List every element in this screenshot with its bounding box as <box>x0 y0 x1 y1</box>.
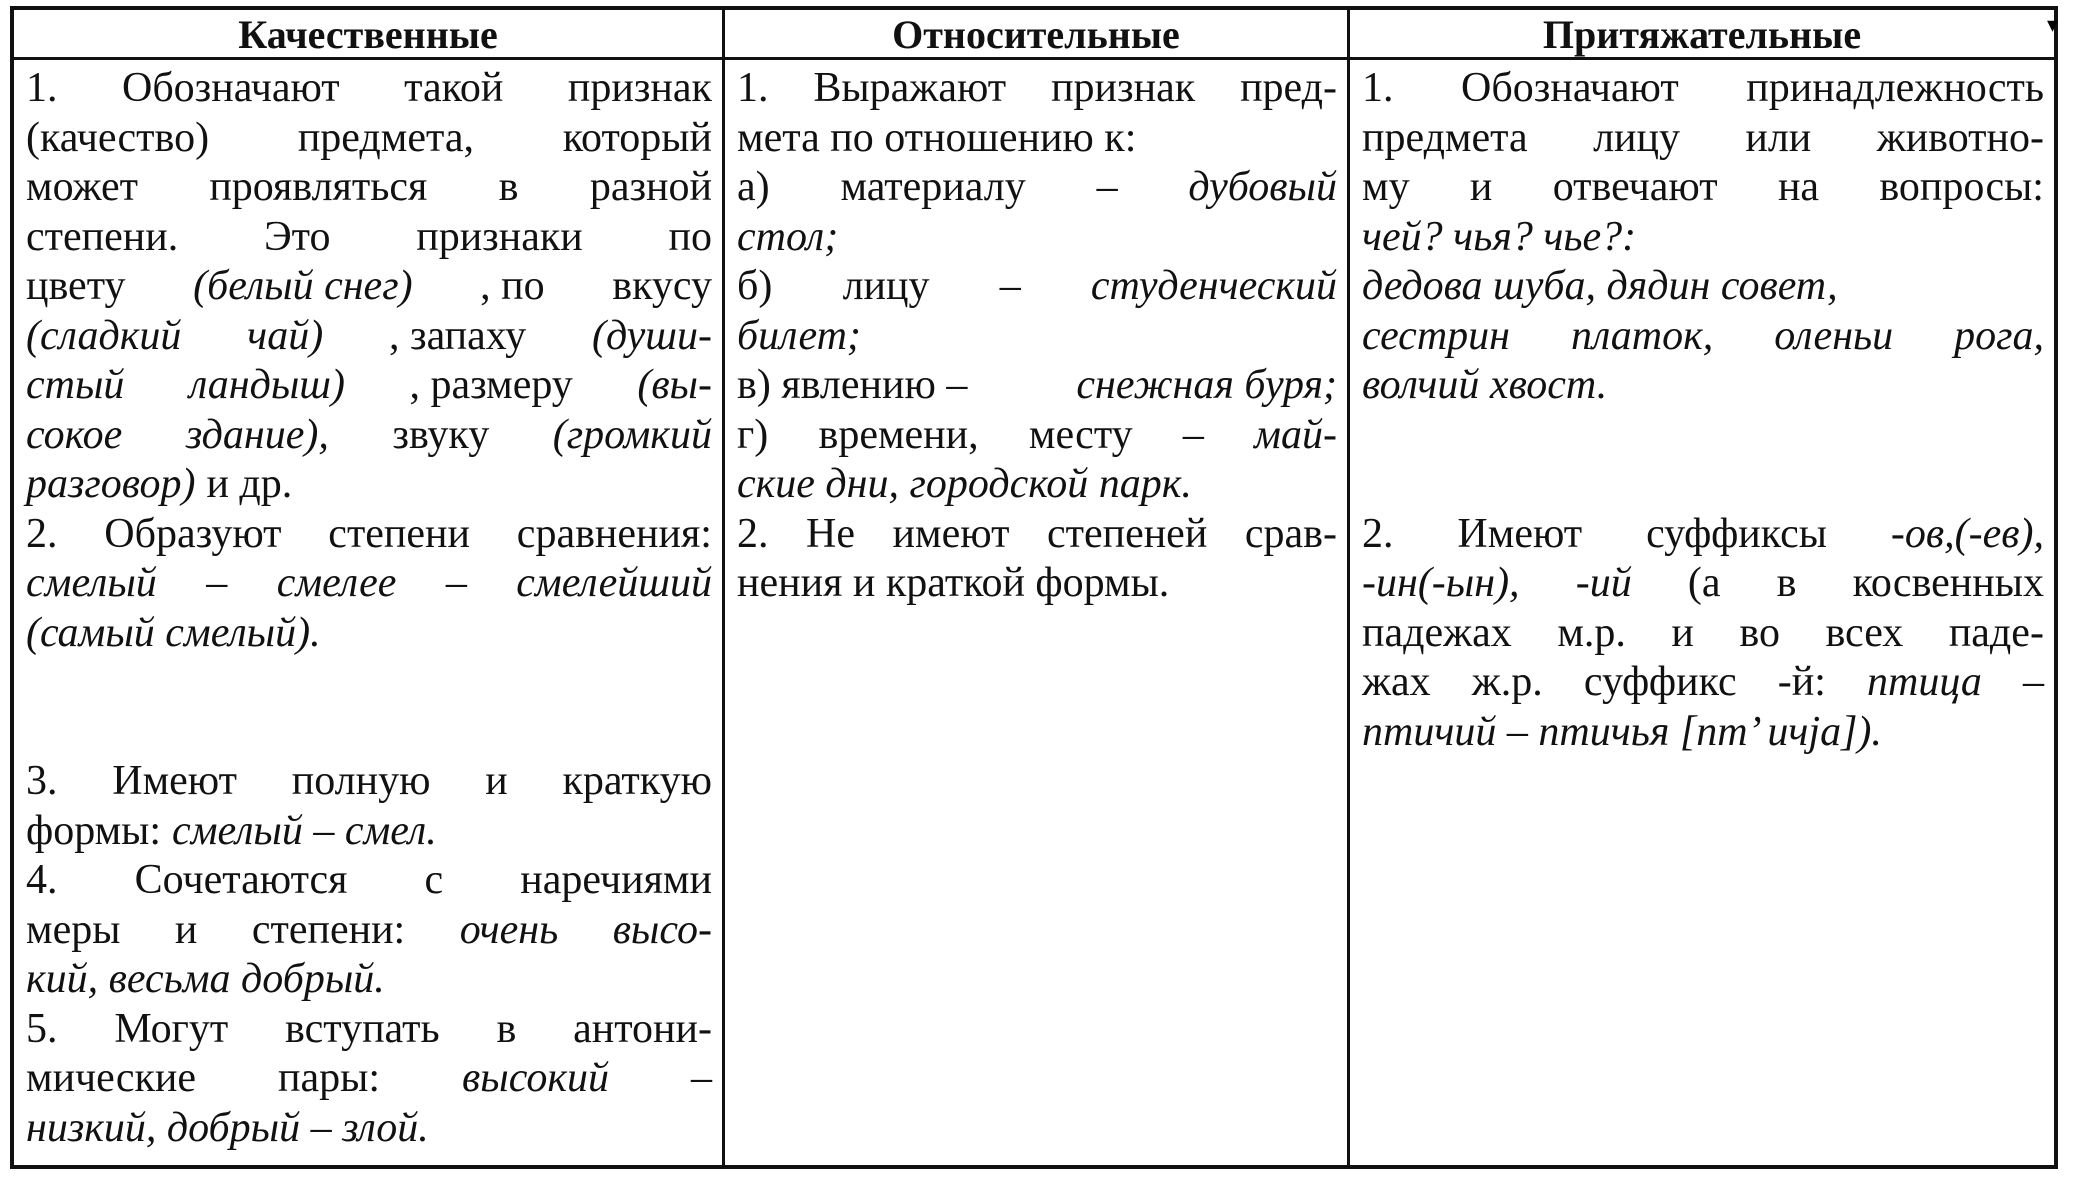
text-fragment: Обозначают <box>1461 65 1679 111</box>
text-line <box>1362 361 2044 411</box>
text-fragment: животно- <box>1876 114 2044 161</box>
text-fragment: ские дни, городской парк. <box>737 461 1192 507</box>
text-fragment: срав- <box>1244 510 1337 557</box>
corner-mark: ▾ <box>2046 12 2058 37</box>
text-fragment: -ий <box>1575 560 1632 606</box>
text-fragment: и <box>1671 609 1694 656</box>
text-fragment: оленьи <box>1774 312 1894 359</box>
text-line <box>737 114 1337 164</box>
text-fragment: (вы- <box>637 362 712 408</box>
blank-line <box>1362 411 2044 461</box>
text-fragment: 2. <box>26 510 58 557</box>
text-fragment: и <box>485 758 508 804</box>
text-line <box>737 64 1337 114</box>
text-fragment: – <box>206 560 228 606</box>
text-fragment: г) <box>737 411 769 458</box>
text-line <box>737 510 1337 560</box>
text-fragment: сестрин <box>1362 312 1510 359</box>
text-fragment: -й: <box>1777 659 1826 705</box>
text-fragment: смелый <box>26 560 157 606</box>
text-fragment: ландыш) <box>188 362 345 408</box>
header-qualitative: Качественные <box>14 10 725 60</box>
header-relative: Относительные <box>725 10 1350 60</box>
text-line <box>1362 510 2044 560</box>
text-fragment: , размеру <box>409 362 573 408</box>
blank-line <box>26 708 712 758</box>
text-fragment: – <box>445 560 467 606</box>
text-fragment: 5. <box>26 1005 58 1052</box>
text-fragment: Это <box>263 213 331 260</box>
text-fragment: предмета, <box>297 114 474 161</box>
text-fragment: ж.р. <box>1471 659 1543 705</box>
text-line <box>737 163 1337 213</box>
text-fragment: (белый снег) <box>193 263 413 309</box>
text-fragment: волчий хвост. <box>1362 362 1608 408</box>
text-fragment: – <box>2022 659 2044 705</box>
text-fragment: степени: <box>251 906 406 953</box>
text-line <box>1362 708 2044 758</box>
text-fragment: Выражают <box>813 65 1007 111</box>
text-fragment: сокое <box>26 411 123 458</box>
text-fragment: и др. <box>206 461 293 507</box>
text-fragment: суффикс <box>1583 659 1737 705</box>
text-fragment: – <box>1182 411 1204 458</box>
adjective-categories-table <box>10 6 2058 1169</box>
text-line <box>26 1054 712 1104</box>
text-line <box>26 559 712 609</box>
text-fragment: 2. <box>1362 510 1394 557</box>
text-line <box>26 262 712 312</box>
text-line <box>1362 609 2044 659</box>
text-fragment: может <box>26 164 138 210</box>
text-line <box>737 460 1337 510</box>
text-fragment: Имеют <box>112 758 237 804</box>
text-fragment: падежах <box>1362 609 1512 656</box>
text-fragment: в <box>496 1005 517 1052</box>
text-fragment: вкусу <box>612 263 712 309</box>
text-fragment: отвечают <box>1552 164 1718 210</box>
text-fragment: цвету <box>26 263 126 309</box>
text-fragment: который <box>562 114 712 161</box>
text-fragment: (а <box>1687 560 1721 606</box>
text-line <box>1362 163 2044 213</box>
text-line <box>737 213 1337 263</box>
text-fragment: смелее <box>276 560 397 606</box>
text-fragment: очень <box>459 906 559 953</box>
text-fragment: билет; <box>737 312 861 359</box>
text-line <box>26 510 712 560</box>
text-line <box>26 411 712 461</box>
text-fragment: смелый – смел. <box>172 807 437 854</box>
text-fragment: Обозначают <box>121 65 340 111</box>
text-line <box>1362 213 2044 263</box>
text-line <box>737 361 1337 411</box>
text-fragment: признак <box>567 65 712 111</box>
text-fragment: кий, весьма добрый. <box>26 956 385 1002</box>
text-fragment: в) явлению – <box>737 362 968 408</box>
text-fragment: му <box>1362 164 1410 210</box>
text-line <box>1362 559 2044 609</box>
text-fragment: студенческий <box>1090 263 1337 309</box>
text-line <box>26 213 712 263</box>
text-fragment: полную <box>291 758 431 804</box>
text-fragment: здание), <box>185 411 329 458</box>
text-fragment: 4. <box>26 857 58 903</box>
text-line <box>26 955 712 1005</box>
text-fragment: суффиксы <box>1646 510 1827 557</box>
text-fragment: – <box>1096 164 1118 210</box>
text-fragment: мета по отношению к: <box>737 114 1137 161</box>
text-fragment: антони- <box>573 1005 712 1052</box>
text-fragment: паде- <box>1948 609 2044 656</box>
text-fragment: рога, <box>1954 312 2044 359</box>
text-fragment: во <box>1739 609 1780 656</box>
text-line <box>26 1104 712 1154</box>
text-line <box>1362 114 2044 164</box>
text-line <box>1362 64 2044 114</box>
text-fragment: или <box>1745 114 1812 161</box>
text-fragment: лицу <box>842 263 930 309</box>
text-fragment: и <box>174 906 198 953</box>
text-fragment: формы: <box>26 807 162 854</box>
text-line <box>737 559 1337 609</box>
text-fragment: косвенных <box>1852 560 2044 606</box>
text-fragment: -ов,(-ев), <box>1890 510 2044 557</box>
text-fragment: материалу <box>840 164 1026 210</box>
text-fragment: 1. <box>737 65 769 111</box>
text-fragment: мические <box>26 1055 197 1101</box>
text-fragment: – <box>690 1055 712 1101</box>
blank-line <box>26 658 712 708</box>
text-fragment: с <box>424 857 444 903</box>
text-fragment: стол; <box>737 213 839 260</box>
text-fragment: нения и краткой формы. <box>737 560 1170 606</box>
text-fragment: , по <box>480 263 545 309</box>
text-fragment: высокий <box>462 1055 609 1101</box>
text-line <box>737 411 1337 461</box>
text-fragment: птичий – птичья [пт’ ичjа]). <box>1362 708 1882 755</box>
column-relative <box>725 60 1350 1165</box>
text-line <box>26 460 712 510</box>
text-fragment: наречиями <box>520 857 712 903</box>
text-fragment: чай) <box>247 312 324 359</box>
text-fragment: (качество) <box>26 114 210 161</box>
text-line <box>26 163 712 213</box>
text-fragment: вступать <box>285 1005 440 1052</box>
text-fragment: м.р. <box>1557 609 1626 656</box>
text-fragment: такой <box>404 65 504 111</box>
column-possessive <box>1350 60 2054 1165</box>
text-fragment: по <box>668 213 712 260</box>
text-line <box>26 609 712 659</box>
text-fragment: звуку <box>392 411 490 458</box>
text-fragment: смелейший <box>516 560 712 606</box>
text-fragment: признаки <box>416 213 583 260</box>
text-fragment: разной <box>589 164 712 210</box>
text-line <box>26 807 712 857</box>
text-fragment: (сладкий <box>26 312 182 359</box>
text-line <box>26 114 712 164</box>
text-fragment: принадлежность <box>1746 65 2044 111</box>
text-fragment: пары: <box>278 1055 381 1101</box>
text-fragment: лицу <box>1593 114 1680 161</box>
text-line <box>26 361 712 411</box>
text-fragment: дубовый <box>1188 164 1337 210</box>
text-fragment: стый <box>26 362 125 408</box>
text-fragment: – <box>999 263 1021 309</box>
text-fragment: б) <box>737 263 773 309</box>
text-fragment: признак <box>1051 65 1196 111</box>
blank-line <box>1362 460 2044 510</box>
text-fragment: а) <box>737 164 770 210</box>
text-line <box>737 312 1337 362</box>
text-fragment: 3. <box>26 758 58 804</box>
text-fragment: времени, <box>818 411 979 458</box>
text-line <box>1362 262 2044 312</box>
text-fragment: вопросы: <box>1879 164 2044 210</box>
text-fragment: дедова шуба, дядин совет, <box>1362 263 1838 309</box>
text-fragment: краткую <box>562 758 712 804</box>
text-fragment: месту <box>1028 411 1133 458</box>
text-line <box>26 856 712 906</box>
text-fragment: степени. <box>26 213 179 260</box>
text-fragment: -ин(-ын), <box>1362 560 1520 606</box>
text-line <box>26 312 712 362</box>
text-fragment: снежная буря; <box>1076 362 1337 408</box>
text-fragment: (души- <box>591 312 712 359</box>
text-fragment: проявляться <box>209 164 428 210</box>
text-fragment: в <box>1776 560 1797 606</box>
text-fragment: Образуют <box>104 510 282 557</box>
text-fragment: в <box>498 164 519 210</box>
text-fragment: сравнения: <box>516 510 712 557</box>
text-fragment: высо- <box>612 906 712 953</box>
column-qualitative <box>14 60 725 1165</box>
text-line <box>1362 658 2044 708</box>
text-fragment: меры <box>26 906 121 953</box>
text-fragment: (самый смелый). <box>26 609 321 656</box>
text-fragment: Сочетаются <box>134 857 348 903</box>
text-fragment: май- <box>1254 411 1337 458</box>
text-line <box>26 1005 712 1055</box>
header-possessive: Притяжательные <box>1350 10 2054 60</box>
text-fragment: жах <box>1362 659 1431 705</box>
text-fragment: степеней <box>1046 510 1208 557</box>
text-fragment: 1. <box>26 65 58 111</box>
text-line <box>1362 312 2044 362</box>
text-fragment: степени <box>328 510 471 557</box>
text-fragment: платок, <box>1570 312 1714 359</box>
text-fragment: всех <box>1825 609 1904 656</box>
text-fragment: разговор) <box>26 461 196 507</box>
text-fragment: низкий, добрый – злой. <box>26 1104 429 1151</box>
text-fragment: на <box>1777 164 1820 210</box>
text-fragment: имеют <box>892 510 1010 557</box>
text-fragment: чей? чья? чье?: <box>1362 213 1637 260</box>
text-fragment: , запаху <box>388 312 527 359</box>
text-fragment: и <box>1469 164 1493 210</box>
text-fragment: предмета <box>1362 114 1528 161</box>
text-fragment: птица <box>1866 659 1982 705</box>
text-fragment: Могут <box>114 1005 229 1052</box>
text-line <box>26 906 712 956</box>
text-fragment: Не <box>806 510 856 557</box>
text-fragment: пред- <box>1240 65 1337 111</box>
text-line <box>26 64 712 114</box>
text-line <box>737 262 1337 312</box>
text-fragment: Имеют <box>1457 510 1583 557</box>
text-fragment: 2. <box>737 510 769 557</box>
text-fragment: (громкий <box>552 411 712 458</box>
text-line <box>26 757 712 807</box>
text-fragment: 1. <box>1362 65 1394 111</box>
